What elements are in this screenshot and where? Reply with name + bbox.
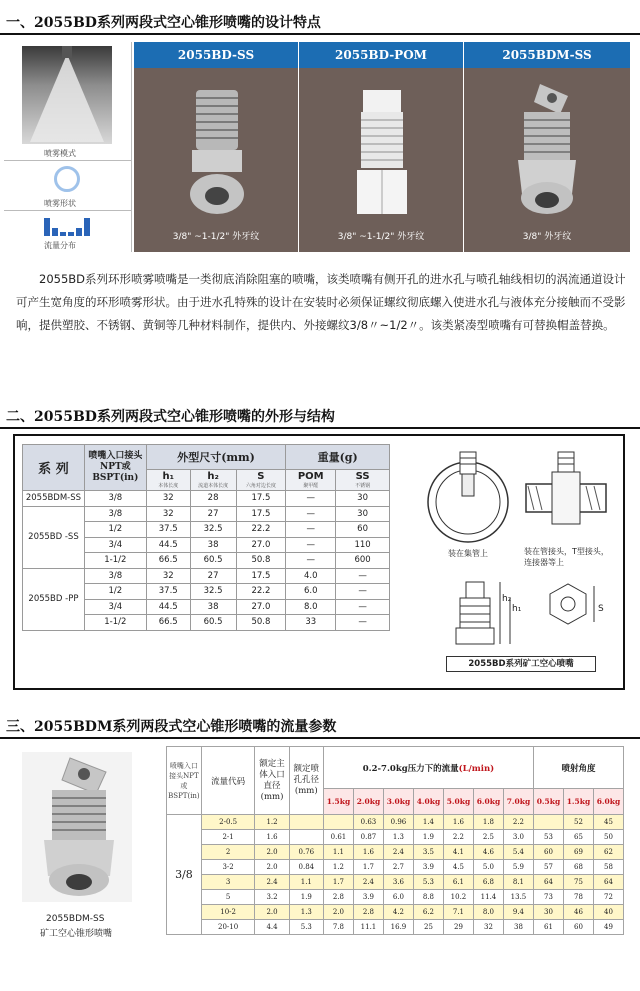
flow-code-cell: 20-10 — [201, 920, 255, 935]
orifice-diameter-cell: 5.3 — [289, 920, 323, 935]
angle-value-cell: 61 — [533, 920, 563, 935]
table-row — [167, 815, 624, 830]
flow-value-cell: 4.6 — [473, 845, 503, 860]
flow-value-cell: 2.5 — [473, 830, 503, 845]
angle-value-cell: 72 — [593, 890, 623, 905]
angle-value-cell: 75 — [563, 875, 593, 890]
flow-code-cell: 2-0.5 — [201, 815, 255, 830]
angle-value-cell: 68 — [563, 860, 593, 875]
flow-value-cell: 8.0 — [473, 905, 503, 920]
flow-value-cell: 4.2 — [383, 905, 413, 920]
spray-shape-ring-icon — [54, 166, 80, 192]
label-s: S — [598, 604, 604, 614]
body-diameter-cell: 1.2 — [255, 815, 289, 830]
flow-value-cell: 0.87 — [353, 830, 383, 845]
header-connection: 喷嘴入口接头NPT或BSPT(in) — [84, 445, 146, 491]
flow-value-cell: 5.4 — [503, 845, 533, 860]
flow-value-cell: 16.9 — [383, 920, 413, 935]
header-dimensions: 外型尺寸(mm) — [146, 445, 286, 470]
angle-value-cell: 69 — [563, 845, 593, 860]
angle-value-cell: 53 — [533, 830, 563, 845]
flow-code-cell: 2 — [201, 845, 255, 860]
angle-value-cell — [533, 815, 563, 830]
installation-diagram — [420, 444, 620, 554]
flow-value-cell: 2.8 — [323, 890, 353, 905]
flow-value-cell: 1.7 — [353, 860, 383, 875]
dimension-table — [22, 444, 390, 631]
flow-value-cell: 1.6 — [443, 815, 473, 830]
flow-value-cell: 7.1 — [443, 905, 473, 920]
flow-value-cell: 3.9 — [353, 890, 383, 905]
spray-pattern-image — [22, 46, 112, 144]
orifice-diameter-cell — [289, 815, 323, 830]
flow-value-cell: 1.8 — [473, 815, 503, 830]
panel-2055bd-ss — [134, 42, 298, 252]
panel-title: 2055BDM-SS — [464, 42, 630, 68]
body-diameter-cell: 2.0 — [255, 845, 289, 860]
orifice-diameter-cell: 0.76 — [289, 845, 323, 860]
header-series: 系 列 — [23, 445, 85, 491]
flow-value-cell: 0.61 — [323, 830, 353, 845]
angle-value-cell: 78 — [563, 890, 593, 905]
table-row: 2055BD -PP 3/8 32 27 17.5 4.0 — — [23, 568, 390, 584]
flow-value-cell: 10.2 — [443, 890, 473, 905]
product-name: 2055BDM-SS — [46, 914, 105, 924]
divider — [4, 210, 132, 211]
table-row: 1-1/2 66.5 60.5 50.8 — 600 — [23, 553, 390, 569]
table-row: 2055BDM-SS 3/8 32 28 17.5 — 30 — [23, 491, 390, 507]
header-connection: 喷嘴入口接头NPT或BSPT(in) — [167, 747, 202, 815]
table-row — [167, 875, 624, 890]
flow-value-cell — [323, 815, 353, 830]
body-diameter-cell: 2.0 — [255, 860, 289, 875]
table-row — [167, 905, 624, 920]
flow-value-cell: 8.8 — [413, 890, 443, 905]
connection-size: 3/8 — [167, 815, 202, 935]
section1-title: 一、2055BD系列两段式空心锥形喷嘴的设计特点 — [6, 15, 321, 31]
angle-value-cell: 45 — [593, 815, 623, 830]
body-diameter-cell: 2.0 — [255, 905, 289, 920]
table-row: 2055BD -SS 3/8 32 27 17.5 — 30 — [23, 506, 390, 522]
product-photo — [22, 752, 132, 902]
angle-value-cell: 60 — [563, 920, 593, 935]
angle-value-cell: 60 — [533, 845, 563, 860]
flow-value-cell: 6.1 — [443, 875, 473, 890]
table-row: 3/4 44.5 38 27.0 — 110 — [23, 537, 390, 553]
panel-title: 2055BD-POM — [299, 42, 463, 68]
table-row — [167, 830, 624, 845]
header-h2: h₂ 流道本体长度 — [190, 469, 236, 490]
section1-rule — [0, 33, 640, 35]
flow-code-cell: 3 — [201, 875, 255, 890]
flow-value-cell: 7.8 — [323, 920, 353, 935]
product-desc: 矿工空心锥形喷嘴 — [40, 929, 113, 939]
flow-value-cell: 5.0 — [473, 860, 503, 875]
header-h1: h₁ 本体长度 — [146, 469, 190, 490]
flow-code-cell: 2-1 — [201, 830, 255, 845]
angle-value-cell: 57 — [533, 860, 563, 875]
table-row — [167, 890, 624, 905]
flow-value-cell: 2.0 — [323, 905, 353, 920]
angle-value-cell: 46 — [563, 905, 593, 920]
header-ss: SS 不锈钢 — [336, 469, 390, 490]
flow-value-cell: 1.9 — [413, 830, 443, 845]
table-row — [167, 845, 624, 860]
angle-value-cell: 73 — [533, 890, 563, 905]
flow-value-cell: 3.9 — [413, 860, 443, 875]
header-s: S 六角对边长度 — [236, 469, 286, 490]
table-row: 1/2 37.5 32.5 22.2 — 60 — [23, 522, 390, 538]
body-diameter-cell: 4.4 — [255, 920, 289, 935]
flow-value-cell: 1.7 — [323, 875, 353, 890]
angle-value-cell: 64 — [533, 875, 563, 890]
header-pom: POM 聚甲醛 — [286, 469, 336, 490]
orifice-diameter-cell: 0.84 — [289, 860, 323, 875]
flow-code-cell: 5 — [201, 890, 255, 905]
orifice-diameter-cell: 1.9 — [289, 890, 323, 905]
flow-value-cell: 5.3 — [413, 875, 443, 890]
angle-value-cell: 40 — [593, 905, 623, 920]
angle-value-cell: 64 — [593, 875, 623, 890]
nozzle-bdm-image — [510, 82, 586, 218]
table-row: 3/4 44.5 38 27.0 8.0 — — [23, 599, 390, 615]
flow-value-cell: 29 — [443, 920, 473, 935]
section3-rule — [0, 737, 640, 739]
section2-title: 二、2055BD系列两段式空心锥形喷嘴的外形与结构 — [6, 409, 335, 425]
flow-value-cell: 9.4 — [503, 905, 533, 920]
flow-value-cell: 1.1 — [323, 845, 353, 860]
angle-value-cell: 30 — [533, 905, 563, 920]
flow-value-cell: 1.6 — [353, 845, 383, 860]
table-row — [167, 860, 624, 875]
flow-value-cell: 11.1 — [353, 920, 383, 935]
flow-value-cell: 38 — [503, 920, 533, 935]
diagram-caption: 2055BD系列矿工空心喷嘴 — [446, 656, 596, 672]
flow-value-cell: 4.1 — [443, 845, 473, 860]
angle-value-cell: 50 — [593, 830, 623, 845]
flow-value-cell: 0.96 — [383, 815, 413, 830]
flow-value-cell: 3.5 — [413, 845, 443, 860]
angle-value-cell: 58 — [593, 860, 623, 875]
flow-value-cell: 6.2 — [413, 905, 443, 920]
angle-value-cell: 52 — [563, 815, 593, 830]
flow-value-cell: 13.5 — [503, 890, 533, 905]
panel-caption: 3/8" ~1-1/2" 外牙纹 — [172, 232, 260, 242]
flow-value-cell: 2.8 — [353, 905, 383, 920]
flow-value-cell: 2.4 — [383, 845, 413, 860]
flow-value-cell: 2.4 — [353, 875, 383, 890]
flow-value-cell: 11.4 — [473, 890, 503, 905]
flow-distribution-icon — [42, 214, 92, 238]
flow-table: 喷嘴入口接头NPT或BSPT(in) 流量代码 额定主体入口直径(mm) 额定喷孔孔径(mm) 0.2-7.0kg压力下的流量(L/min) 喷射角度 1.5kg 2.0kg 3.0kg 4.0kg 5.0kg 6.0kg 7.0kg 0.5kg 1.5kg 6.0kg 3/8 2-0.5 1.2 0.63 0.96 1.4 1.6 1.8 2.2 52 45 2-1 1.6 0.61 0.87 1.3 1.9 2.2 2.5 3.0 53 65 50 2 2.0 0.76 1.1 1.6 2.4 3.5 4.1 4.6 5.4 60 69 62 3-2 2.0 0.84 1.2 1.7 2.7 3.9 4.5 5.0 5.9 57 68 58 3 2.4 1.1 1.7 2.4 3.6 5.3 6.1 6.8 8.1 64 75 64 5 3.2 1.9 2.8 3.9 6.0 8.8 10.2 11.4 13.5 73 78 72 10-2 2.0 1.3 2.0 2.8 4.2 6.2 7.1 8.0 9.4 30 46 40 20-10 4.4 5.3 7.8 11.1 16.9 25 29 32 38 61 60 49 — [166, 746, 624, 935]
flow-value-cell: 6.0 — [383, 890, 413, 905]
flow-value-cell: 8.1 — [503, 875, 533, 890]
flow-value-cell: 3.6 — [383, 875, 413, 890]
install-label-manifold: 装在集管上 — [448, 549, 488, 558]
table-row: 1-1/2 66.5 60.5 50.8 33 — — [23, 615, 390, 631]
table-row: 1/2 37.5 32.5 22.2 6.0 — — [23, 584, 390, 600]
flow-value-cell: 4.5 — [443, 860, 473, 875]
install-label-fitting: 装在管接头，T型接头，连接器等上 — [524, 547, 609, 567]
section3-title: 三、2055BDM系列两段式空心锥形喷嘴的流量参数 — [6, 719, 337, 735]
panel-2055bdm-ss — [464, 42, 630, 252]
flow-value-cell: 1.4 — [413, 815, 443, 830]
header-flow-title: 0.2-7.0kg压力下的流量(L/min) — [323, 747, 533, 789]
nozzle-pom-image — [349, 86, 415, 216]
flow-value-cell: 1.2 — [323, 860, 353, 875]
orifice-diameter-cell: 1.3 — [289, 905, 323, 920]
panel-2055bd-pom — [299, 42, 463, 252]
spray-shape-label: 喷雾形状 — [44, 199, 76, 208]
flow-code-cell: 10-2 — [201, 905, 255, 920]
body-diameter-cell: 2.4 — [255, 875, 289, 890]
table-row — [167, 920, 624, 935]
angle-value-cell: 62 — [593, 845, 623, 860]
angle-value-cell: 65 — [563, 830, 593, 845]
body-diameter-cell: 1.6 — [255, 830, 289, 845]
flow-value-cell: 2.7 — [383, 860, 413, 875]
divider — [4, 160, 132, 161]
description-paragraph: 2055BD系列环形喷雾喷嘴是一类彻底消除阻塞的喷嘴，该类喷嘴有侧开孔的进水孔与喷孔轴线相切的涡流通道设计可产生宽角度的环形喷雾形状。由于进水孔特殊的设计在安装时必须保证螺纹彻底螺入使进水孔与液体充分接触而不受影响，提供塑胶、不锈钢、黄铜等几种材料制作，提供内、外接螺纹3/8〃~1/2〃。该类紧凑型喷嘴有可替换帽盖替换。 — [16, 272, 626, 332]
spray-info-column — [4, 42, 132, 252]
flow-value-cell: 2.2 — [443, 830, 473, 845]
panel-caption: 3/8" ~1-1/2" 外牙纹 — [337, 232, 425, 242]
dimension-drawing — [440, 578, 610, 652]
flow-value-cell: 5.9 — [503, 860, 533, 875]
header-flow-code: 流量代码 — [201, 747, 255, 815]
panel-caption: 3/8" 外牙纹 — [522, 232, 572, 242]
header-body-diameter: 额定主体入口直径(mm) — [255, 747, 289, 815]
spray-pattern-label: 喷雾模式 — [44, 149, 76, 158]
flow-value-cell: 2.2 — [503, 815, 533, 830]
flow-value-cell: 25 — [413, 920, 443, 935]
header-weight: 重量(g) — [286, 445, 390, 470]
orifice-diameter-cell: 1.1 — [289, 875, 323, 890]
flow-value-cell: 1.3 — [383, 830, 413, 845]
orifice-diameter-cell — [289, 830, 323, 845]
label-h1: h₁ — [512, 604, 522, 614]
panel-title: 2055BD-SS — [134, 42, 298, 68]
nozzle-ss-image — [184, 86, 250, 216]
angle-value-cell: 49 — [593, 920, 623, 935]
header-angle-title: 喷射角度 — [533, 747, 623, 789]
flow-value-cell: 6.8 — [473, 875, 503, 890]
flow-distribution-label: 流量分布 — [44, 241, 76, 250]
flow-value-cell: 0.63 — [353, 815, 383, 830]
label-h2: h₂ — [502, 594, 512, 604]
flow-value-cell: 3.0 — [503, 830, 533, 845]
flow-code-cell: 3-2 — [201, 860, 255, 875]
section2-rule — [0, 427, 640, 429]
body-diameter-cell: 3.2 — [255, 890, 289, 905]
flow-value-cell: 32 — [473, 920, 503, 935]
header-orifice-diameter: 额定喷孔孔径(mm) — [289, 747, 323, 815]
